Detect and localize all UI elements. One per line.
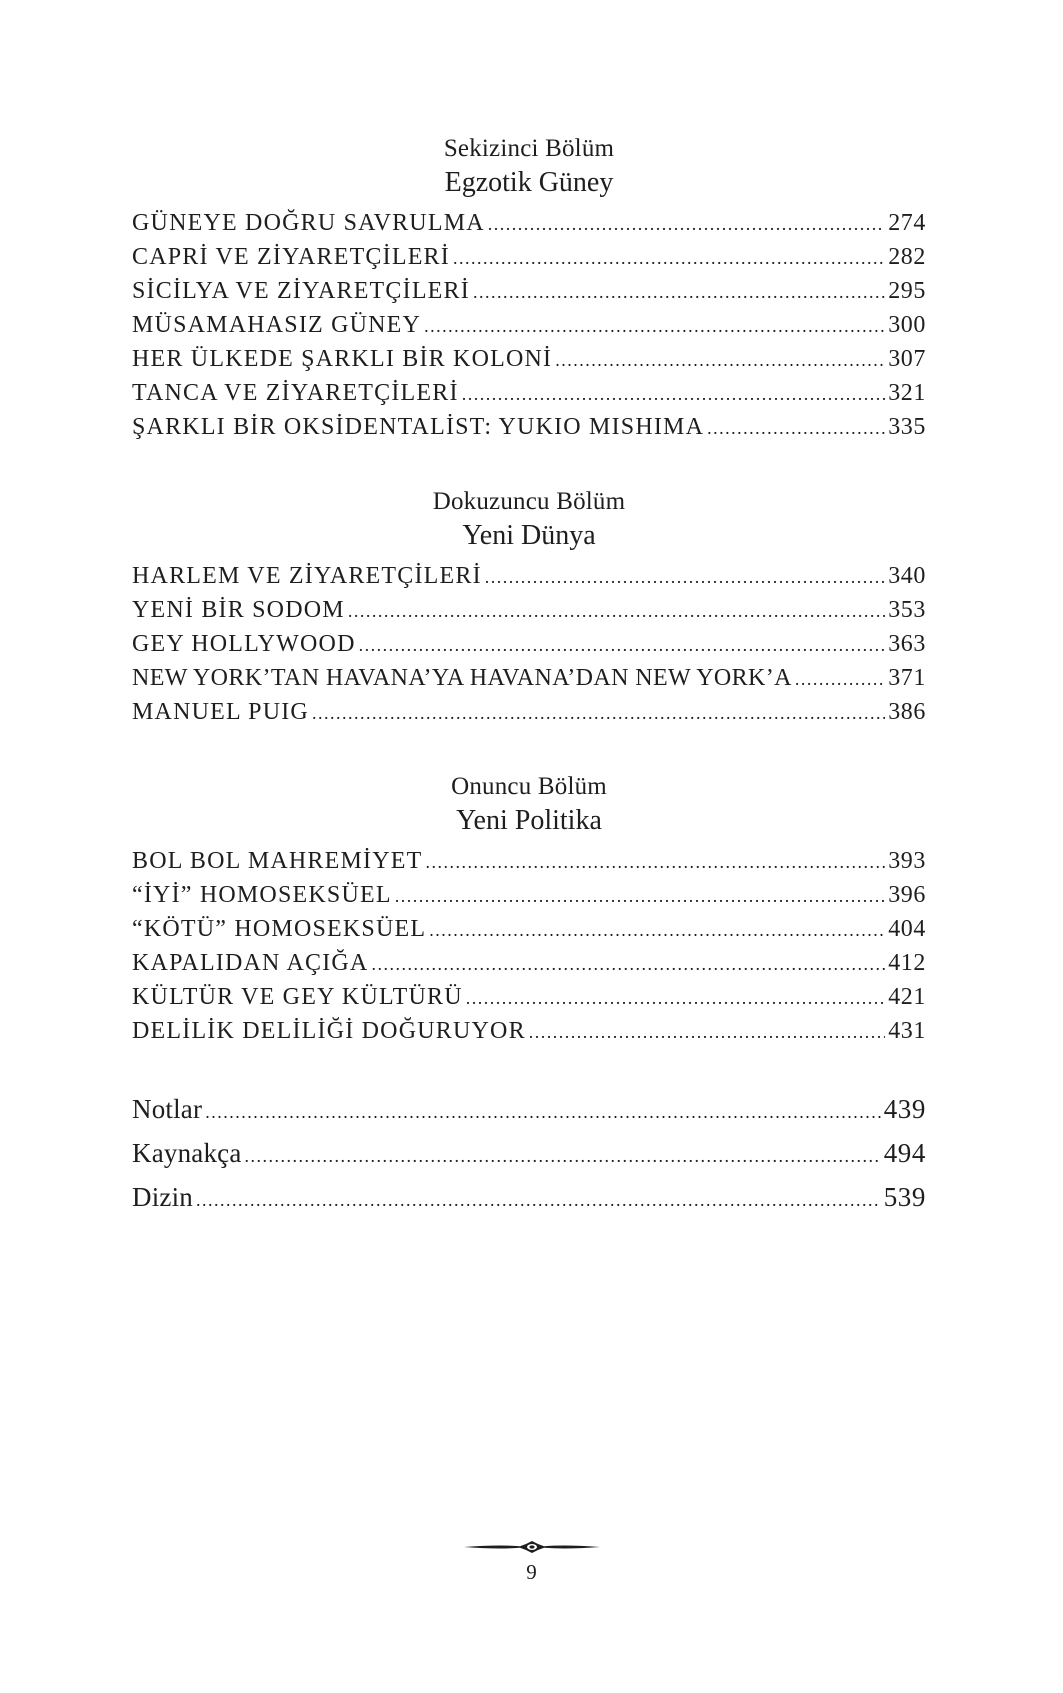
dot-leader: [473, 276, 885, 309]
toc-entry[interactable]: [132, 947, 926, 981]
toc-entry-page: 494: [883, 1138, 926, 1168]
toc-entry-title: SİCİLYA VE ZİYARETÇİLERİ: [132, 278, 470, 304]
dot-leader: [359, 629, 886, 662]
page-footer: [0, 1540, 1063, 1585]
part-title: Yeni Dünya: [462, 520, 596, 551]
toc-entry[interactable]: [132, 879, 926, 913]
part-ninth: [132, 485, 926, 730]
dot-leader: [429, 914, 885, 947]
toc-entry-page: 340: [888, 563, 926, 589]
toc-entry-page: 282: [888, 244, 926, 270]
page-number: 9: [526, 1560, 537, 1584]
toc-entry-page: 439: [883, 1094, 926, 1124]
toc-entry[interactable]: [132, 913, 926, 947]
toc-entry-page: 412: [888, 950, 926, 976]
toc-entry[interactable]: [132, 309, 926, 343]
toc-entry[interactable]: [132, 696, 926, 730]
dot-leader: [371, 948, 885, 981]
toc-entry[interactable]: [132, 275, 926, 309]
toc-entry-title: MÜSAMAHASIZ GÜNEY: [132, 312, 422, 338]
dot-leader: [245, 1136, 881, 1177]
toc-entry-page: 421: [888, 984, 926, 1010]
toc-entry-title: BOL BOL MAHREMİYET: [132, 848, 423, 874]
toc-entry-title: HER ÜLKEDE ŞARKLI BİR KOLONİ: [132, 346, 553, 372]
toc-entry[interactable]: [132, 377, 926, 411]
toc-entry-title: Notlar: [132, 1094, 203, 1124]
part-title: Yeni Politika: [456, 805, 602, 836]
toc-entry-title: CAPRİ VE ZİYARETÇİLERİ: [132, 244, 450, 270]
dot-leader: [196, 1180, 881, 1221]
toc-entry[interactable]: [132, 594, 926, 628]
toc-entry-title: NEW YORK’TAN HAVANA’YA HAVANA’DAN NEW YORK’A: [132, 665, 792, 691]
part-label: Onuncu Bölüm: [451, 773, 607, 800]
part-title: Egzotik Güney: [444, 167, 614, 198]
dot-leader: [529, 1016, 885, 1049]
toc-entry-title: GEY HOLLYWOOD: [132, 631, 356, 657]
dot-leader: [205, 1092, 881, 1133]
dot-leader: [485, 561, 885, 594]
toc-entry[interactable]: [132, 628, 926, 662]
table-of-contents: [132, 132, 926, 1221]
toc-entry-page: 393: [888, 848, 926, 874]
toc-entry[interactable]: [132, 662, 926, 696]
part-tenth: [132, 770, 926, 1049]
toc-entry-title: TANCA VE ZİYARETÇİLERİ: [132, 380, 459, 406]
toc-entry-page: 371: [888, 665, 926, 691]
part-label: Sekizinci Bölüm: [443, 135, 615, 162]
toc-entry-page: 363: [888, 631, 926, 657]
toc-entry-page: 274: [888, 210, 926, 236]
toc-entry[interactable]: [132, 241, 926, 275]
toc-entry-page: 295: [888, 278, 926, 304]
toc-entry[interactable]: [132, 1015, 926, 1049]
toc-entry-notes[interactable]: [132, 1089, 926, 1133]
dot-leader: [425, 846, 885, 879]
toc-entry-page: 431: [888, 1018, 926, 1044]
dot-leader: [312, 697, 885, 730]
toc-entry[interactable]: [132, 207, 926, 241]
dot-leader: [466, 982, 885, 1015]
dot-leader: [488, 208, 885, 241]
dot-leader: [395, 880, 885, 913]
toc-entry[interactable]: [132, 343, 926, 377]
dot-leader: [424, 310, 885, 343]
toc-entry-bibliography[interactable]: [132, 1133, 926, 1177]
toc-entry-title: KÜLTÜR VE GEY KÜLTÜRÜ: [132, 984, 463, 1010]
toc-entry-title: DELİLİK DELİLİĞİ DOĞURUYOR: [132, 1018, 526, 1044]
toc-entry[interactable]: [132, 411, 926, 445]
toc-entry-title: “KÖTÜ” HOMOSEKSÜEL: [132, 916, 427, 942]
toc-entry-page: 353: [888, 597, 926, 623]
dot-leader: [707, 412, 885, 445]
dot-leader: [795, 663, 885, 696]
toc-entry-title: HARLEM VE ZİYARETÇİLERİ: [132, 563, 482, 589]
toc-entry-page: 539: [883, 1182, 926, 1212]
part-label: Dokuzuncu Bölüm: [432, 488, 626, 515]
toc-entry-page: 300: [888, 312, 926, 338]
toc-entry[interactable]: [132, 560, 926, 594]
dot-leader: [348, 595, 885, 628]
toc-entry[interactable]: [132, 845, 926, 879]
toc-entry-title: ŞARKLI BİR OKSİDENTALİST: YUKIO MISHIMA: [132, 414, 705, 440]
toc-entry[interactable]: [132, 981, 926, 1015]
toc-entry-page: 386: [888, 699, 926, 725]
toc-entry-page: 321: [888, 380, 926, 406]
toc-entry-title: GÜNEYE DOĞRU SAVRULMA: [132, 210, 485, 236]
toc-entry-title: KAPALIDAN AÇIĞA: [132, 950, 369, 976]
toc-entry-index[interactable]: [132, 1177, 926, 1221]
toc-entry-title: MANUEL PUIG: [132, 699, 309, 725]
dot-leader: [453, 242, 885, 275]
part-eighth: [132, 132, 926, 445]
toc-entry-page: 307: [888, 346, 926, 372]
toc-entry-title: YENİ BİR SODOM: [132, 597, 345, 623]
toc-entry-page: 396: [888, 882, 926, 908]
toc-entry-title: “İYİ” HOMOSEKSÜEL: [132, 882, 392, 908]
dot-leader: [462, 378, 886, 411]
flourish-divider-icon: [462, 1540, 602, 1554]
toc-entry-title: Kaynakça: [132, 1138, 242, 1168]
toc-entry-page: 404: [888, 916, 926, 942]
dot-leader: [555, 344, 885, 377]
toc-entry-page: 335: [888, 414, 926, 440]
back-matter: [132, 1089, 926, 1221]
toc-entry-title: Dizin: [132, 1182, 193, 1212]
